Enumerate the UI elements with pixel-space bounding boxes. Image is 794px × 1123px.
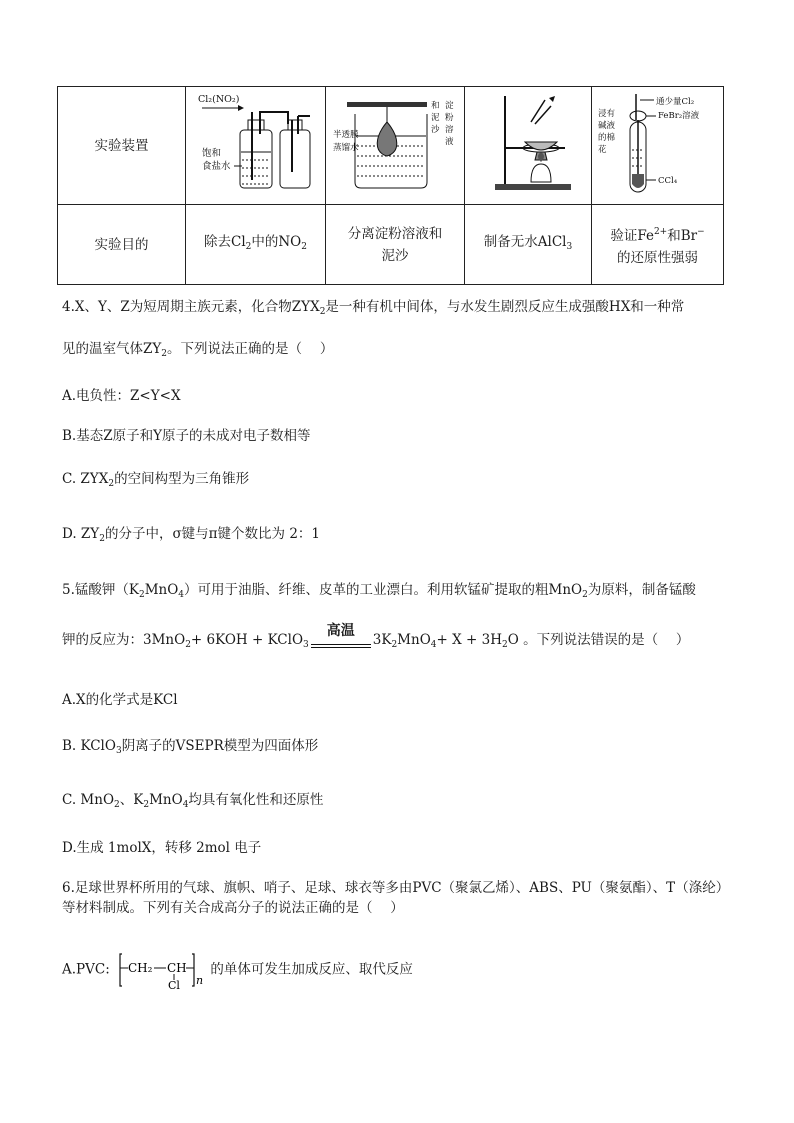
goal-4-text: 和Br — [667, 227, 698, 244]
svg-text:CH: CH — [167, 961, 187, 975]
mix-label-char: 淀 — [445, 100, 454, 111]
mix-label-char: 粉 — [445, 112, 454, 123]
cotton-label-line: 碱液 — [598, 120, 616, 131]
svg-text:Cl: Cl — [168, 979, 180, 990]
goal-3-text: 制备无水AlCl — [483, 234, 567, 250]
evaporation-apparatus-diagram — [465, 90, 601, 202]
mix-label-char: 溶 — [445, 124, 454, 135]
q5-stem-line-2: 钾的反应为：3MnO$_2$+ 6KOH + KClO$_3$ 高温 $3K_2MnO_4+ X + 3H_2O$ 。下列说法错误的是（ ） — [62, 630, 689, 655]
goal-cell-4: 验证$Fe^{2+}$和Br− 的还原性强弱 — [592, 205, 724, 285]
pvc-structure-formula — [116, 950, 204, 990]
q5-option-d: D.生成 1molX，转移 2mol 电子 — [62, 840, 262, 856]
table-row-apparatus — [58, 87, 724, 205]
q4-option-c: C. $ZYX_2$的空间构型为三角锥形 — [62, 471, 250, 489]
liquid-label-1: 饱和 — [201, 147, 221, 159]
apparatus-cell-4 — [592, 87, 724, 205]
q6-option-a-prefix: A.PVC: — [62, 961, 110, 978]
gas-washing-apparatus-diagram — [188, 90, 324, 202]
goal-cell-1: 除去$Cl_2$中的$NO_2$ — [186, 205, 326, 285]
apparatus-cell-1 — [186, 87, 326, 205]
experiment-table — [57, 86, 724, 285]
table-header-apparatus: 实验装置 — [58, 87, 186, 205]
goal-cell-3: 制备无水AlCl$_3$ — [465, 205, 592, 285]
goal-1-text: 除去Cl — [203, 234, 246, 250]
goal-cell-2: 分离淀粉溶液和泥沙 — [326, 205, 465, 285]
q6-option-a — [62, 950, 413, 990]
mix-label-char: 和 — [431, 100, 440, 111]
cotton-label-line: 的棉 — [598, 132, 616, 143]
mix-label-char: 泥 — [431, 112, 440, 123]
q6-option-a-suffix: 的单体可发生加成反应、取代反应 — [210, 961, 413, 978]
apparatus-cell-2 — [326, 87, 465, 205]
q4-option-b: B.基态Z原子和Y原子的未成对电子数相等 — [62, 428, 311, 444]
test-tube-apparatus-diagram — [592, 90, 724, 202]
table-header-goal: 实验目的 — [58, 205, 186, 285]
q5-option-a: A.X的化学式是KCl — [62, 692, 178, 708]
high-temperature-arrow: 高温 — [311, 635, 371, 655]
dialysis-apparatus-diagram — [327, 90, 463, 202]
goal-1-text: 中的NO — [251, 234, 302, 250]
q4-stem-line-1: 4.X、Y、Z为短周期主族元素，化合物$ZYX_2$是一种有机中间体，与水发生剧烈反应生成强酸HX和一种常 — [62, 299, 685, 317]
apparatus-cell-3 — [465, 87, 592, 205]
q5-option-b: B. KClO$_3$阴离子的VSEPR模型为四面体形 — [62, 738, 319, 756]
table-row-goal — [58, 205, 724, 285]
goal-4-text: 的还原性强弱 — [617, 249, 698, 266]
gas-inlet-label: Cl₂(NO₂) — [197, 93, 239, 105]
q5-stem-line-1: 5.锰酸钾$(K_2MnO_4)$可用于油脂、纤维、皮革的工业漂白。利用软锰矿提取的粗MnO$_2$为原料，制备锰酸 — [62, 582, 696, 600]
mix-label-char: 沙 — [431, 124, 440, 135]
q6-stem: 6.足球世界杯所用的气球、旗帜、哨子、足球、球衣等多由PVC（聚氯乙烯）、ABS、PU（聚氨酯）、T（涤纶）等材料制成。下列有关合成高分子的说法正确的是（ ） — [62, 880, 730, 916]
mix-label-char: 液 — [445, 136, 454, 147]
chlorine-inlet-label: 通少量Cl₂ — [656, 96, 695, 107]
liquid-label-2: 食盐水 — [201, 160, 231, 172]
q4-stem-line-2: 见的温室气体$ZY_2$。下列说法正确的是（ ） — [62, 341, 334, 359]
svg-text:CH₂: CH₂ — [128, 961, 153, 975]
goal-4-text: 验证Fe — [610, 227, 654, 244]
febr2-solution-label: FeBr₂溶液 — [658, 110, 700, 121]
svg-text:n: n — [196, 974, 204, 987]
ccl4-label: CCl₄ — [658, 175, 678, 186]
q4-option-a: A.电负性：Z<Y<X — [62, 388, 181, 404]
q4-option-d: D. $ZY_2$的分子中，σ键与π键个数比为 2：1 — [62, 526, 321, 544]
cotton-label-line: 花 — [598, 144, 607, 155]
membrane-label: 半透膜 — [333, 129, 359, 140]
cotton-label-line: 浸有 — [598, 108, 616, 119]
distilled-water-label: 蒸馏水 — [333, 142, 359, 153]
q5-option-c: C. MnO$_2$、$K_2MnO_4$均具有氧化性和还原性 — [62, 792, 324, 810]
